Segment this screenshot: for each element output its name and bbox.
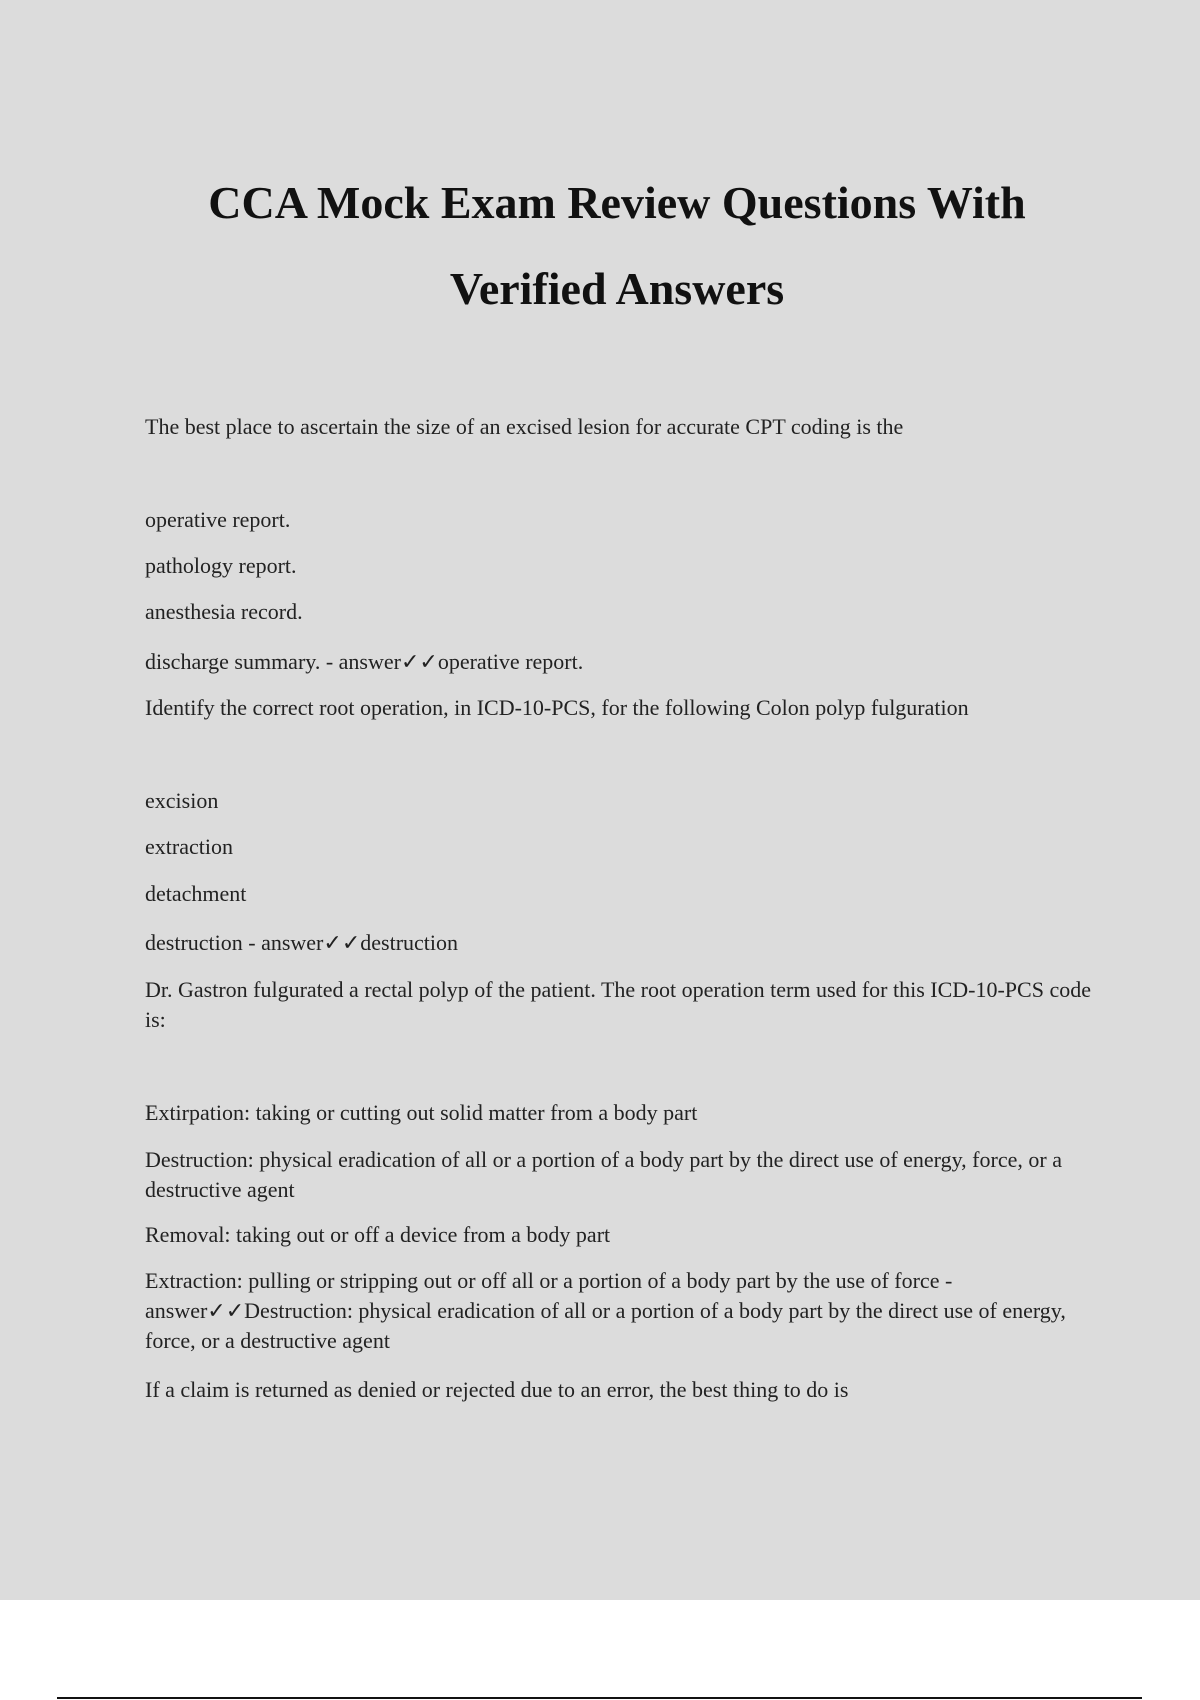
- page-title: [0, 160, 1200, 332]
- question-3-option: Extirpation: taking or cutting out solid matter from a body part: [145, 1100, 698, 1125]
- question-1-option: pathology report.: [145, 553, 297, 578]
- question-1-option: anesthesia record.: [145, 599, 303, 624]
- question-2-option: excision: [145, 788, 219, 813]
- question-3-text: Dr. Gastron fulgurated a rectal polyp of the patient. The root operation term used for this ICD-10-PCS code is:: [145, 977, 1091, 1032]
- question-1-text: The best place to ascertain the size of an excised lesion for accurate CPT coding is the: [145, 414, 904, 439]
- question-3-option: Removal: taking out or off a device from a body part: [145, 1222, 611, 1247]
- question-3-option: Destruction: physical eradication of all or a portion of a body part by the direct use of energy, force, or a destructive agent: [145, 1147, 1062, 1202]
- question-2-option: extraction: [145, 834, 233, 859]
- question-1-answer: discharge summary. - answer✓✓operative report.: [145, 649, 584, 674]
- question-3-answer: Extraction: pulling or stripping out or off all or a portion of a body part by the use of force - answer✓✓Destruction: physical eradication of all or a portion of a body part by the direct use of energy, force, or a destructive agent: [145, 1268, 1066, 1353]
- title-line-1: CCA Mock Exam Review Questions With: [208, 177, 1026, 228]
- question-4-text: If a claim is returned as denied or rejected due to an error, the best thing to do is: [145, 1377, 849, 1402]
- question-2-answer: destruction - answer✓✓destruction: [145, 930, 459, 955]
- title-line-2: Verified Answers: [449, 263, 785, 314]
- page-divider: [57, 1697, 1142, 1699]
- question-2-text: Identify the correct root operation, in ICD-10-PCS, for the following Colon polyp fulguration: [145, 695, 969, 720]
- question-1-option: operative report.: [145, 507, 291, 532]
- question-2-option: detachment: [145, 881, 247, 906]
